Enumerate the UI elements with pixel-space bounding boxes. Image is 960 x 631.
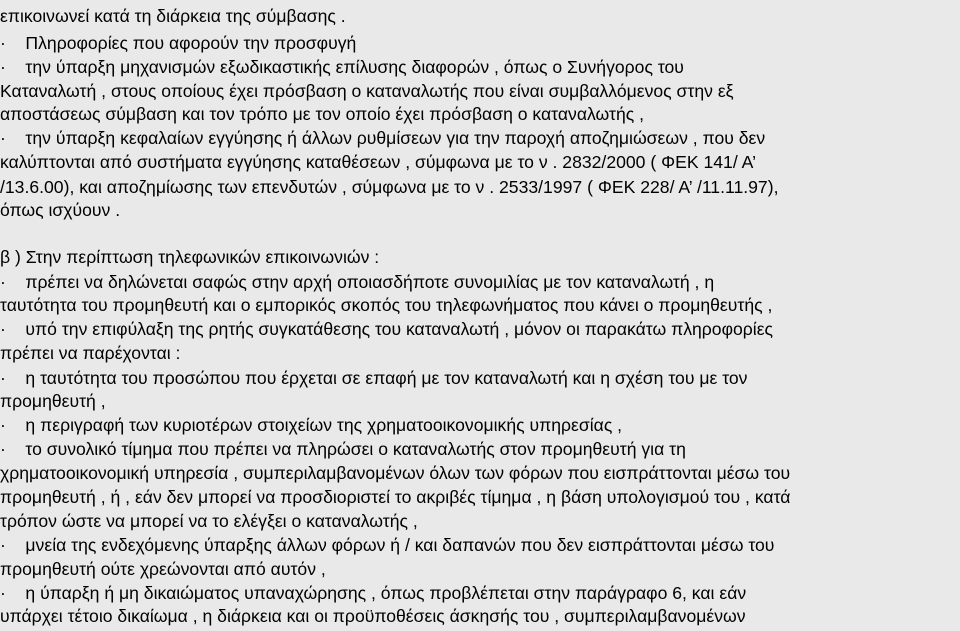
text-line: αποστάσεως σύμβαση και τον τρόπο με τον οποίο έχει πρόσβαση ο καταναλωτής , <box>0 104 645 124</box>
text-line: τρόπον ώστε να μπορεί να το ελέγξει ο καταναλωτής , <box>0 511 418 531</box>
text-line: χρηματοοικονομική υπηρεσία , συμπεριλαμβανομένων όλων των φόρων που εισπράττονται μέσω του <box>0 463 791 483</box>
text-line: Καταναλωτή , στους οποίους έχει πρόσβαση ο καταναλωτής που είναι συμβαλλόμενος στην εξ <box>0 81 734 101</box>
text-line: υπάρχει τέτοιο δικαίωμα , η διάρκεια και οι προϋποθέσεις άσκησής του , συμπεριλαμβανομένων <box>0 606 746 626</box>
text-line: καλύπτονται από συστήματα εγγύησης καταθέσεων , σύμφωνα με το ν . 2832/2000 ( ΦΕΚ 141/ Α’ <box>0 152 756 172</box>
text-line: β ) Στην περίπτωση τηλεφωνικών επικοινωνιών : <box>0 247 380 267</box>
text-line: προμηθευτή , <box>0 391 106 411</box>
text-line: · το συνολικό τίμημα που πρέπει να πληρώσει ο καταναλωτής στον προμηθευτή για τη <box>0 439 686 459</box>
text-line: προμηθευτή ούτε χρεώνονται από αυτόν , <box>0 559 326 579</box>
text-line: όπως ισχύουν . <box>0 200 121 220</box>
text-line: · η περιγραφή των κυριοτέρων στοιχείων της χρηματοοικονομικής υπηρεσίας , <box>0 415 623 435</box>
text-line: · την ύπαρξη μηχανισμών εξωδικαστικής επίλυσης διαφορών , όπως ο Συνήγορος του <box>0 57 684 77</box>
text-line: · μνεία της ενδεχόμενης ύπαρξης άλλων φόρων ή / και δαπανών που δεν εισπράττονται μέσω του <box>0 535 775 555</box>
text-line: προμηθευτή , ή , εάν δεν μπορεί να προσδιοριστεί το ακριβές τίμημα , η βάση υπολογισμού του , κατά <box>0 487 791 507</box>
text-line: · πρέπει να δηλώνεται σαφώς στην αρχή οποιασδήποτε συνομιλίας με τον καταναλωτή , η <box>0 272 715 292</box>
text-line: πρέπει να παρέχονται : <box>0 343 181 363</box>
text-line: · υπό την επιφύλαξη της ρητής συγκατάθεσης του καταναλωτή , μόνον οι παρακάτω πληροφορίες <box>0 319 774 339</box>
text-line: επικοινωνεί κατά τη διάρκεια της σύμβασης . <box>0 6 346 26</box>
text-line: · η ταυτότητα του προσώπου που έρχεται σε επαφή με τον καταναλωτή και η σχέση του με τον <box>0 368 748 388</box>
text-line: ταυτότητα του προμηθευτή και ο εμπορικός σκοπός του τηλεφωνήματος που κάνει ο προμηθευτής , <box>0 295 773 315</box>
text-line: · την ύπαρξη κεφαλαίων εγγύησης ή άλλων ρυθμίσεων για την παροχή αποζημιώσεων , που δεν <box>0 128 766 148</box>
text-line: /13.6.00), και αποζημίωσης των επενδυτών , σύμφωνα με το ν . 2533/1997 ( ΦΕΚ 228/ Α’ /11.11.97), <box>0 177 779 197</box>
text-line: · η ύπαρξη ή μη δικαιώματος υπαναχώρησης , όπως προβλέπεται στην παράγραφο 6, και εάν <box>0 583 747 603</box>
text-line: · Πληροφορίες που αφορούν την προσφυγή <box>0 33 357 53</box>
